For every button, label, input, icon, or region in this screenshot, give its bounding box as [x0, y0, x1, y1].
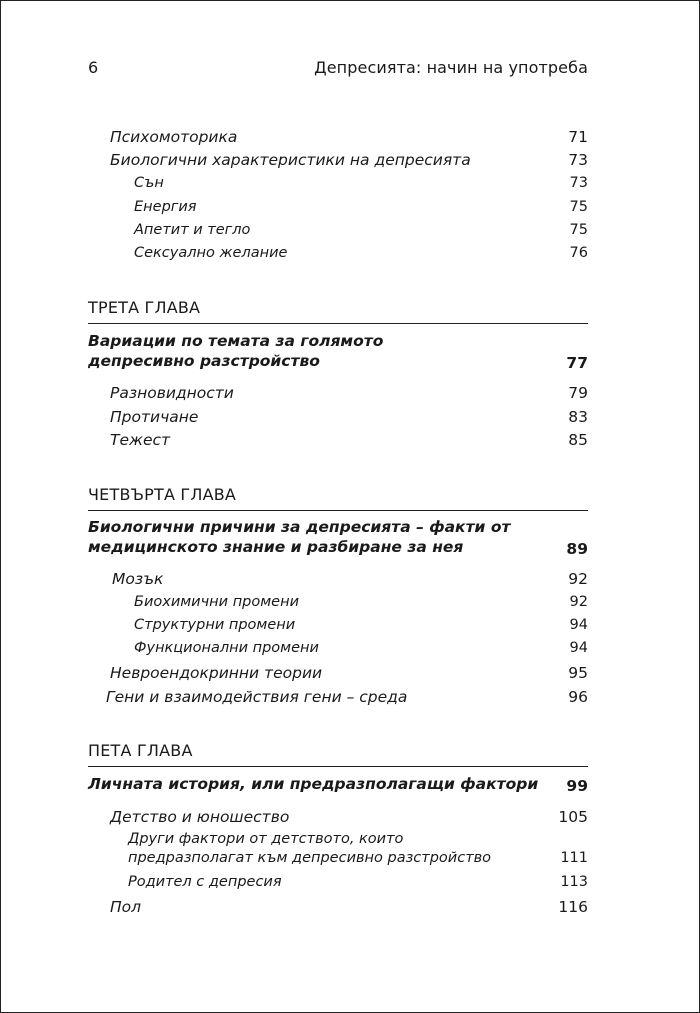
chapter-rule — [88, 766, 588, 767]
toc-subentry[interactable] — [0, 175, 700, 197]
toc-entry-page: 73 — [568, 151, 588, 169]
toc-entry[interactable] — [0, 664, 700, 686]
toc-entry-title: Енергия — [134, 199, 197, 215]
main-entry-page: 99 — [566, 777, 588, 795]
toc-entry-title: Други фактори от детството, които — [128, 831, 404, 847]
chapter-rule — [88, 510, 588, 511]
chapter-title: ТРЕТА ГЛАВА — [88, 298, 201, 317]
chapter-title: ПЕТА ГЛАВА — [88, 741, 193, 760]
toc-entry-page: 79 — [568, 384, 588, 402]
main-entry-line: Личната история, или предразполагащи фактори — [88, 775, 539, 793]
toc-subentry[interactable] — [0, 245, 700, 267]
toc-subentry[interactable] — [0, 594, 700, 616]
toc-entry[interactable] — [0, 898, 700, 920]
toc-entry-page: 92 — [568, 570, 588, 588]
toc-entry-page: 111 — [560, 850, 588, 866]
toc-entry-page: 113 — [560, 874, 588, 890]
toc-entry-title: Сън — [134, 175, 164, 191]
toc-entry-page: 96 — [568, 688, 588, 706]
main-entry-page: 89 — [566, 540, 588, 558]
toc-entry-title: Биохимични промени — [134, 594, 300, 610]
toc-entry-title: Родител с депресия — [128, 874, 282, 890]
toc-entry-page: 85 — [568, 431, 588, 449]
toc-entry-page: 95 — [568, 664, 588, 682]
toc-entry[interactable] — [0, 408, 700, 430]
toc-entry-page: 94 — [569, 617, 588, 633]
chapter-main-entry[interactable] — [88, 775, 588, 795]
toc-entry-page: 75 — [569, 222, 588, 238]
toc-entry-title: Протичане — [110, 408, 199, 426]
toc-entry-title: Гени и взаимодействия гени – среда — [106, 688, 408, 706]
toc-subentry[interactable] — [0, 640, 700, 662]
toc-entry-page: 83 — [568, 408, 588, 426]
toc-entry-page: 76 — [569, 245, 588, 261]
toc-entry-page: 71 — [568, 128, 588, 146]
toc-entry-title: Сексуално желание — [134, 245, 288, 261]
page-number: 6 — [88, 58, 99, 77]
toc-entry[interactable] — [0, 808, 700, 830]
toc-entry[interactable] — [0, 431, 700, 453]
main-entry-line: депресивно разстройство — [88, 352, 320, 370]
chapter-main-entry[interactable] — [88, 332, 588, 372]
toc-entry[interactable] — [0, 151, 700, 173]
toc-entry-page: 73 — [569, 175, 588, 191]
toc-entry[interactable] — [0, 688, 700, 710]
page-header — [88, 58, 588, 80]
toc-entry-title: Биологични характеристики на депресията — [110, 151, 471, 169]
chapter-rule — [88, 323, 588, 324]
toc-entry-title: Апетит и тегло — [134, 222, 251, 238]
toc-subentry[interactable] — [0, 874, 700, 896]
toc-entry-page: 105 — [558, 808, 588, 826]
running-title: Депресията: начин на употреба — [314, 58, 588, 77]
main-entry-line: Биологични причини за депресията – факти от — [88, 518, 511, 536]
toc-entry-title: Мозък — [112, 570, 164, 588]
toc-entry[interactable] — [0, 128, 700, 150]
toc-entry[interactable] — [0, 384, 700, 406]
chapter-title: ЧЕТВЪРТА ГЛАВА — [88, 485, 237, 504]
toc-subentry[interactable] — [0, 617, 700, 639]
toc-entry-title: Структурни промени — [134, 617, 296, 633]
toc-entry-title: Психомоторика — [110, 128, 238, 146]
toc-entry-title-cont: предразполагат към депресивно разстройство — [128, 850, 492, 866]
toc-entry-title: Невроендокринни теории — [110, 664, 323, 682]
toc-entry-page: 92 — [569, 594, 588, 610]
toc-entry[interactable] — [0, 570, 700, 592]
main-entry-line: Вариации по темата за голямото — [88, 332, 384, 350]
toc-entry-page: 75 — [569, 199, 588, 215]
main-entry-line: медицинското знание и разбиране за нея — [88, 538, 464, 556]
toc-entry-page: 94 — [569, 640, 588, 656]
chapter-main-entry[interactable] — [88, 518, 588, 558]
toc-subentry[interactable] — [0, 199, 700, 221]
main-entry-page: 77 — [566, 354, 588, 372]
toc-entry-title: Функционални промени — [134, 640, 319, 656]
toc-subentry[interactable] — [0, 850, 700, 872]
toc-entry-title: Детство и юношество — [110, 808, 290, 826]
toc-entry-title: Тежест — [110, 431, 171, 449]
toc-entry-title: Пол — [110, 898, 142, 916]
toc-subentry[interactable] — [0, 222, 700, 244]
toc-entry-page: 116 — [558, 898, 588, 916]
toc-entry-title: Разновидности — [110, 384, 234, 402]
